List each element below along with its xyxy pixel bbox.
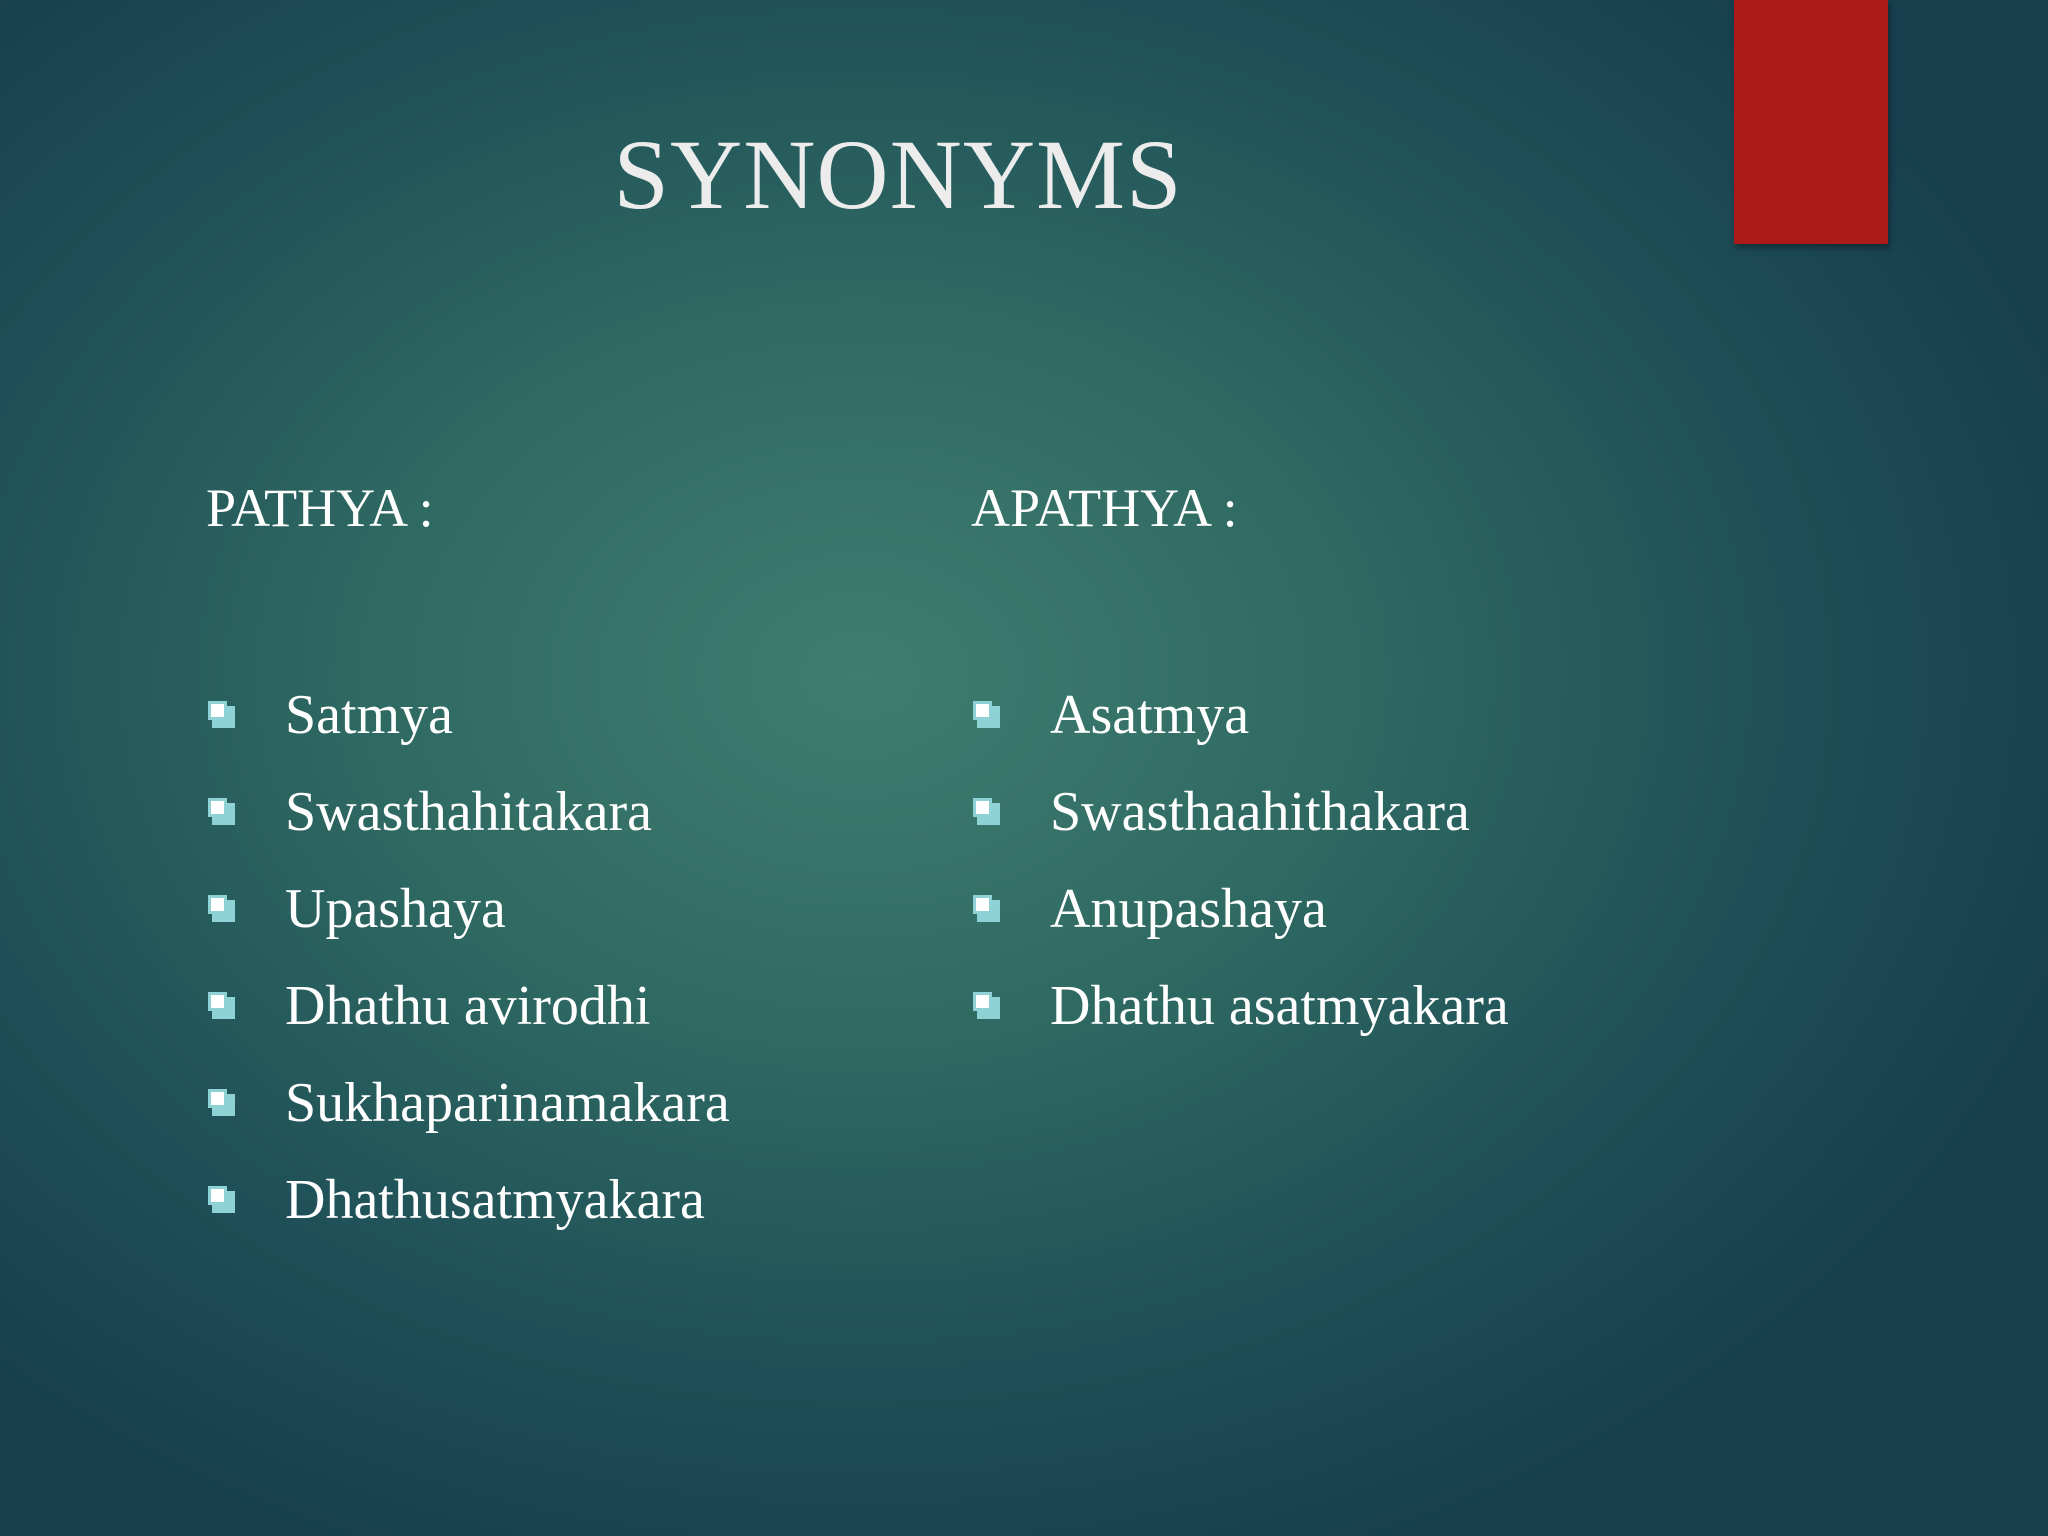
list-item-text: Dhathu avirodhi <box>285 974 651 1037</box>
list-item <box>208 1054 730 1151</box>
slide-title: SYNONYMS <box>613 119 1183 230</box>
list-item-text: Sukhaparinamakara <box>285 1071 730 1134</box>
checkbox-bullet-icon <box>208 1089 235 1116</box>
list-item-text: Asatmya <box>1050 683 1250 746</box>
pathya-heading: PATHYA : <box>206 478 434 538</box>
pathya-list <box>208 666 730 1248</box>
checkbox-bullet-icon <box>973 701 1000 728</box>
list-item <box>973 860 1509 957</box>
list-item <box>973 957 1509 1054</box>
list-item-text: Satmya <box>285 683 453 746</box>
list-item-text: Swasthaahithakara <box>1050 780 1470 843</box>
list-item-text: Swasthahitakara <box>285 780 652 843</box>
checkbox-bullet-icon <box>208 992 235 1019</box>
checkbox-bullet-icon <box>973 798 1000 825</box>
apathya-list <box>973 666 1509 1054</box>
list-item <box>208 763 730 860</box>
checkbox-bullet-icon <box>208 798 235 825</box>
checkbox-bullet-icon <box>973 992 1000 1019</box>
list-item <box>208 1151 730 1248</box>
apathya-heading: APATHYA : <box>971 478 1238 538</box>
list-item-text: Dhathusatmyakara <box>285 1168 705 1231</box>
list-item-text: Dhathu asatmyakara <box>1050 974 1509 1037</box>
checkbox-bullet-icon <box>208 701 235 728</box>
list-item <box>973 763 1509 860</box>
list-item-text: Anupashaya <box>1050 877 1327 940</box>
list-item <box>208 957 730 1054</box>
checkbox-bullet-icon <box>208 1186 235 1213</box>
checkbox-bullet-icon <box>973 895 1000 922</box>
list-item <box>208 666 730 763</box>
checkbox-bullet-icon <box>208 895 235 922</box>
list-item-text: Upashaya <box>285 877 506 940</box>
list-item <box>208 860 730 957</box>
list-item <box>973 666 1509 763</box>
